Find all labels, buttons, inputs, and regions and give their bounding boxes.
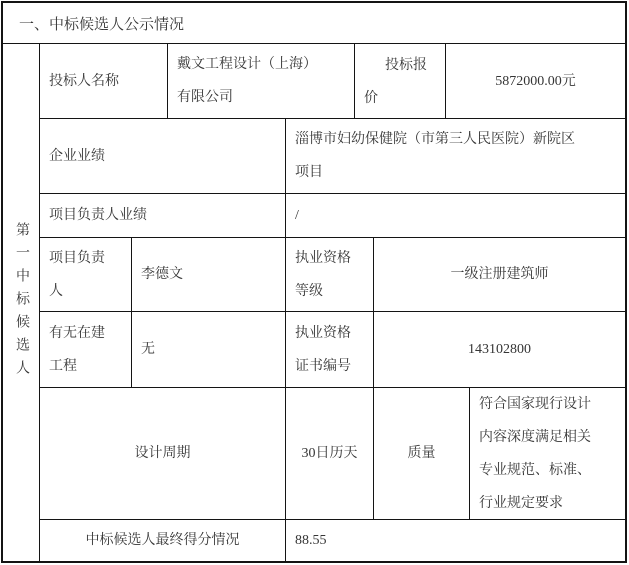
candidate-rank-cell [3, 44, 40, 561]
pm-label: 项目负责人 [40, 238, 132, 311]
design-period-value: 30日历天 [286, 388, 374, 519]
row-final-score [40, 520, 625, 561]
pm-performance-value: / [295, 208, 299, 223]
enterprise-performance-label: 企业业绩 [40, 119, 286, 193]
in-progress-label: 有无在建工程 [40, 312, 132, 387]
announcement-table [1, 1, 627, 563]
qualification-level-label: 执业资格等级 [286, 238, 374, 311]
bidder-name-value: 戴文工程设计（上海）有限公司 [168, 44, 355, 118]
table-rows [40, 44, 625, 561]
row-project-manager [40, 238, 625, 312]
bid-price-value: 5872000.00元 [495, 73, 576, 89]
design-period-label: 设计周期 [40, 388, 286, 519]
final-score-label: 中标候选人最终得分情况 [40, 520, 286, 561]
pm-performance-label: 项目负责人业绩 [40, 194, 286, 237]
row-enterprise-performance [40, 119, 625, 194]
quality-value: 符合国家现行设计内容深度满足相关专业规范、标准、行业规定要求 [479, 396, 591, 511]
row-bidder-name [40, 44, 625, 119]
candidate-rank-label: 第一中标候选人 [14, 222, 29, 383]
row-design-period [40, 388, 625, 520]
in-progress-value: 无 [132, 312, 286, 387]
certificate-no-value: 143102800 [468, 342, 531, 357]
quality-label: 质量 [374, 388, 470, 519]
enterprise-performance-value: 淄博市妇幼保健院（市第三人民医院）新院区项目 [295, 132, 575, 180]
row-pm-performance [40, 194, 625, 238]
pm-value: 李德文 [132, 238, 286, 311]
table-body [3, 44, 625, 561]
bidder-name-label: 投标人名称 [40, 44, 168, 118]
row-construction-in-progress [40, 312, 625, 388]
final-score-value: 88.55 [295, 533, 327, 548]
section-title-text: 一、中标候选人公示情况 [19, 16, 185, 33]
section-title [3, 3, 625, 44]
bid-price-label: 投标报价 [355, 44, 446, 118]
qualification-level-value: 一级注册建筑师 [450, 267, 549, 282]
certificate-no-label: 执业资格证书编号 [286, 312, 374, 387]
